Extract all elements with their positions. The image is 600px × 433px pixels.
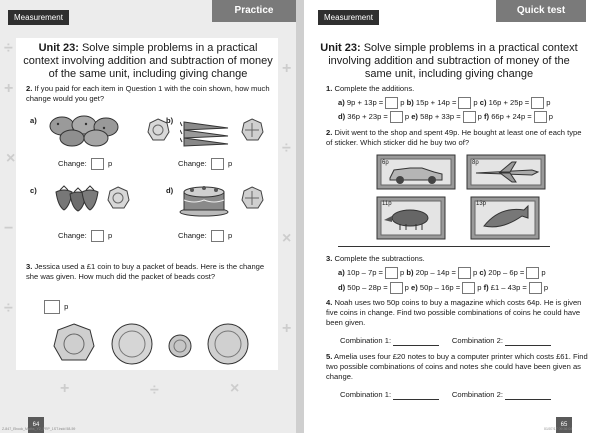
unit-label: Unit 23: [38, 42, 79, 54]
coin-50p-icon [240, 118, 264, 142]
unit-p: p [541, 268, 546, 277]
section-tag: Measurement [318, 10, 379, 25]
unit-p: p [404, 283, 409, 292]
decor-symbol: + [282, 60, 292, 77]
print-footer: 01/07/17 09:36:04 [544, 427, 573, 431]
question-text: Jessica used a £1 coin to buy a packet of beads. Here is the change she was given. How much did the packet of beads cost? [26, 262, 265, 281]
cake-picture [178, 178, 230, 218]
answer-box[interactable] [91, 158, 104, 170]
combination-2-label: Combination 2: [451, 390, 503, 399]
unit-p: p [227, 231, 233, 240]
question-number: 1. [326, 84, 333, 93]
unit-title: Solve simple problems in a practical context involving addition and subtraction of money of the same unit, including giving change [328, 42, 578, 80]
change-label: Change: [178, 159, 207, 168]
decor-symbol: ÷ [4, 40, 13, 57]
expression: 66p + 24p = [491, 112, 532, 121]
unit-p: p [477, 283, 482, 292]
combination-1-line[interactable] [393, 399, 439, 400]
subtractions-row-1 [338, 267, 598, 279]
coin-50p-icon [240, 186, 264, 210]
question-2 [26, 84, 272, 104]
expression: 20p – 14p = [415, 268, 456, 277]
expression: 20p – 6p = [488, 268, 525, 277]
decor-symbol: ÷ [150, 382, 159, 399]
answer-box[interactable] [390, 282, 403, 294]
question-5 [326, 352, 588, 382]
beads-answer [42, 300, 68, 314]
item-letter: b) [166, 116, 174, 125]
combination-2-line[interactable] [505, 399, 551, 400]
left-page [0, 0, 296, 433]
unit-p: p [400, 98, 405, 107]
unit-title: Solve simple problems in a practical context involving addition and subtraction of money of the same unit, including giving change [23, 42, 273, 80]
answer-box[interactable] [91, 230, 104, 242]
change-answer [178, 158, 232, 170]
unit-label: Unit 23: [320, 42, 361, 54]
unit-p: p [107, 159, 113, 168]
page-number: 65 [556, 417, 572, 433]
unit-p: p [543, 283, 549, 292]
item-letter: d) [166, 186, 174, 195]
book-gutter [296, 0, 304, 433]
item-letter: b) [406, 268, 414, 277]
decor-symbol: ÷ [282, 140, 291, 157]
question-text: If you paid for each item in Question 1 with the coin shown, how much change would you get? [26, 84, 270, 103]
q4-combinations [340, 336, 590, 346]
unit-heading [318, 42, 580, 81]
decor-symbol: × [230, 380, 240, 397]
section-tag: Measurement [8, 10, 69, 25]
expression: 50p – 16p = [419, 283, 461, 292]
answer-box[interactable] [385, 97, 398, 109]
quick-test-tab: Quick test [496, 0, 586, 22]
question-3 [326, 254, 425, 264]
answer-box[interactable] [526, 267, 539, 279]
answer-box[interactable] [390, 111, 403, 123]
carrots-picture [180, 112, 236, 148]
unit-p: p [546, 98, 551, 107]
question-text: Divit went to the shop and spent 49p. He bought at least one of each type of sticker. Which sticker did he buy two of? [326, 128, 582, 147]
answer-box[interactable] [534, 111, 547, 123]
decor-symbol: × [282, 230, 292, 247]
answer-box[interactable] [44, 300, 60, 314]
question-2 [326, 128, 588, 148]
answer-box[interactable] [458, 267, 471, 279]
change-label: Change: [58, 231, 87, 240]
decor-symbol: + [4, 80, 14, 97]
sticker-price: 13p [476, 201, 487, 207]
unit-p: p [472, 268, 478, 277]
biscuits-picture [48, 112, 138, 148]
unit-p: p [227, 159, 233, 168]
unit-p: p [473, 98, 478, 107]
decor-symbol: + [60, 380, 70, 397]
decor-symbol: + [282, 320, 292, 337]
answer-box[interactable] [531, 97, 544, 109]
answer-box[interactable] [529, 282, 542, 294]
answer-box[interactable] [211, 158, 224, 170]
combination-1-line[interactable] [393, 345, 439, 346]
question-number: 2. [326, 128, 333, 137]
sticker-price: 11p [382, 201, 392, 207]
unit-p: p [64, 302, 69, 311]
question-number: 2. [26, 84, 33, 93]
answer-box[interactable] [385, 267, 398, 279]
question-1 [326, 84, 414, 94]
item-letter: a) [338, 268, 345, 277]
question-text: Complete the additions. [334, 84, 415, 93]
item-letter: b) [406, 98, 414, 107]
answer-box[interactable] [463, 111, 476, 123]
strawberries-picture [52, 184, 100, 212]
unit-heading [22, 42, 274, 81]
item-letter: e) [411, 112, 418, 121]
unit-p: p [548, 112, 553, 121]
item-letter: a) [338, 98, 345, 107]
item-letter: d) [338, 283, 346, 292]
item-letter: f) [483, 283, 489, 292]
page-number: 64 [28, 417, 44, 433]
question-number: 3. [26, 262, 33, 271]
combination-2-line[interactable] [505, 345, 551, 346]
expression: 16p + 25p = [488, 98, 530, 107]
answer-box[interactable] [211, 230, 224, 242]
change-answer [58, 158, 112, 170]
unit-p: p [400, 268, 405, 277]
question-text: Complete the subtractions. [334, 254, 425, 263]
answer-box[interactable] [458, 97, 471, 109]
sticker-price: 8p [472, 160, 479, 166]
combination-2-label: Combination 2: [451, 336, 503, 345]
decor-symbol: ÷ [4, 300, 13, 317]
unit-p: p [107, 231, 113, 240]
change-label: Change: [58, 159, 87, 168]
item-letter: d) [338, 112, 346, 121]
item-letter: f) [484, 112, 490, 121]
item-letter: c) [479, 98, 487, 107]
expression: 10p – 7p = [346, 268, 383, 277]
unit-p: p [404, 112, 410, 121]
print-footer: Z-847_Ebook_Maths_Y2_PRP_1ST.indd 58-59 [2, 427, 76, 431]
question-number: 3. [326, 254, 333, 263]
expression: 9p + 13p = [346, 98, 384, 107]
sticker-price: 6p [382, 160, 389, 166]
question-3 [26, 262, 272, 282]
expression: 36p + 23p = [347, 112, 388, 121]
coin-20p-icon [106, 186, 130, 210]
answer-box[interactable] [462, 282, 475, 294]
combination-1-label: Combination 1: [340, 336, 392, 345]
answer-line[interactable] [338, 246, 550, 247]
combination-1-label: Combination 1: [340, 390, 392, 399]
change-answer [178, 230, 232, 242]
question-4 [326, 298, 588, 328]
expression: £1 – 43p = [490, 283, 527, 292]
unit-p: p [477, 112, 482, 121]
change-label: Change: [178, 231, 207, 240]
change-coins-picture [52, 322, 252, 368]
q5-combinations [340, 390, 590, 400]
expression: 15p + 14p = [415, 98, 457, 107]
additions-row-2 [338, 111, 598, 123]
decor-symbol: − [4, 220, 14, 237]
question-text: Amelia uses four £20 notes to buy a computer printer which costs £61. Find two possible combinations of coins and notes she could have been given as change. [326, 352, 588, 381]
item-letter: a) [30, 116, 37, 125]
question-number: 4. [326, 298, 333, 307]
item-letter: c) [30, 186, 37, 195]
question-text: Noah uses two 50p coins to buy a magazine which costs 64p. He is given five coins in change. Find two possible combinations of coins he could have been given. [326, 298, 582, 327]
item-letter: e) [410, 283, 418, 292]
right-page [304, 0, 600, 433]
subtractions-row-2 [338, 282, 598, 294]
question-number: 5. [326, 352, 333, 361]
practice-tab: Practice [212, 0, 296, 22]
item-letter: c) [479, 268, 487, 277]
decor-symbol: × [6, 150, 16, 167]
expression: 50p – 28p = [347, 283, 388, 292]
change-answer [58, 230, 112, 242]
additions-row-1 [338, 97, 598, 109]
expression: 58p + 33p = [420, 112, 461, 121]
